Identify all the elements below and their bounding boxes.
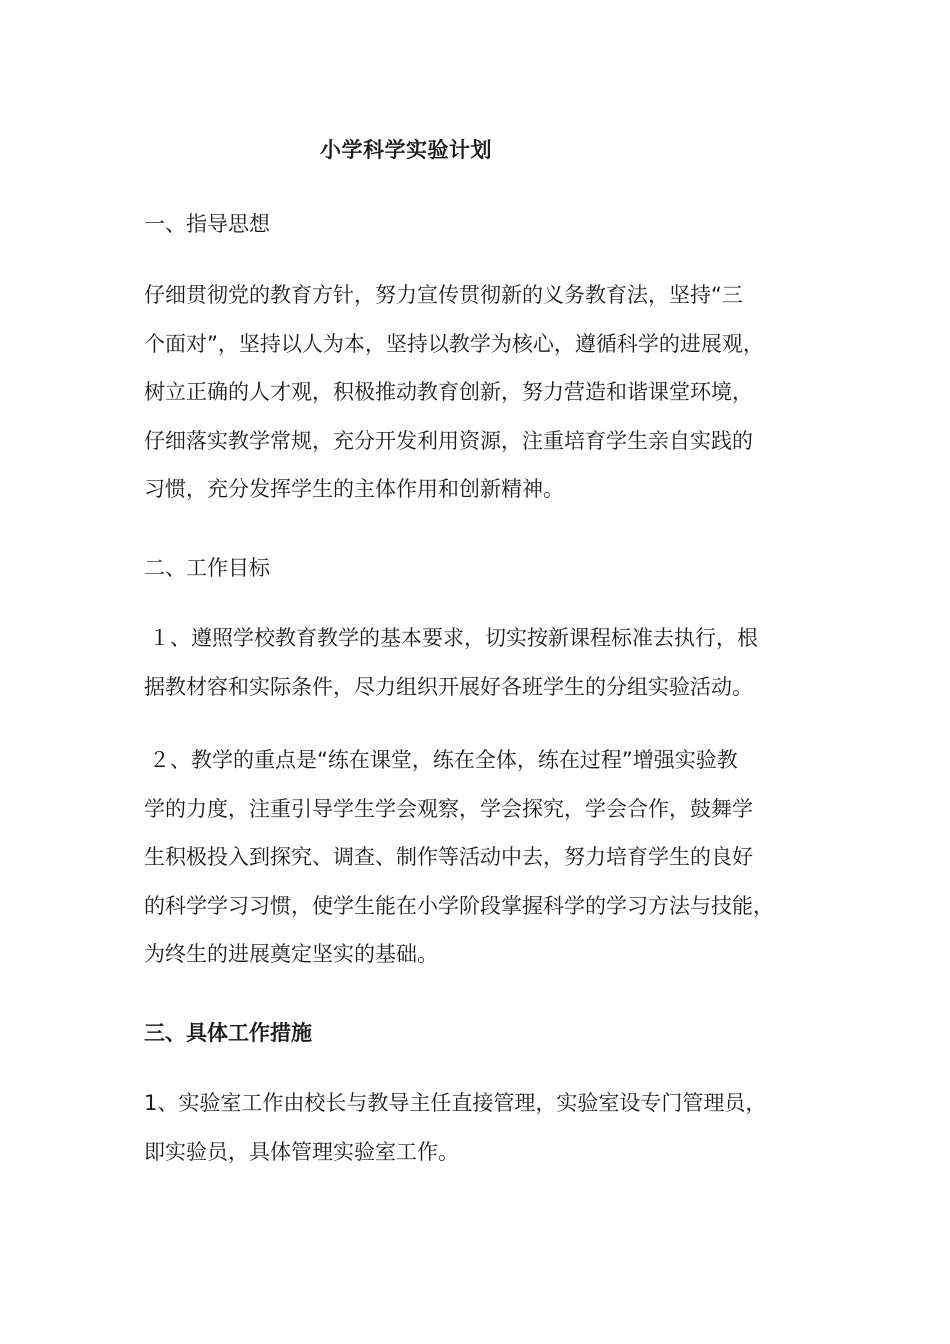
section-heading-work-goals: 二、工作目标: [144, 556, 270, 580]
text-line: ２、教学的重点是“练在课堂，练在全体，练在过程”增强实验教: [149, 748, 738, 772]
text-line: 树立正确的人才观，积极推动教育创新，努力营造和谐课堂环境，: [144, 380, 753, 404]
text-line: 仔细落实教学常规，充分开发利用资源，注重培育学生亲自实践的: [144, 428, 753, 453]
text-line: 仔细贯彻党的教育方针，努力宣传贯彻新的义务教育法，坚持“三: [144, 283, 743, 307]
text-line: 习惯，充分发挥学生的主体作用和创新精神。: [144, 477, 564, 501]
paragraph-goal-1: [144, 614, 814, 711]
text-line: 生积极投入到探究、调查、制作等活动中去，努力培育学生的良好: [144, 845, 753, 869]
text-line: 为终生的进展奠定坚实的基础。: [144, 942, 438, 966]
paragraph-measure-1: [144, 1079, 814, 1176]
paragraph-goal-2: [144, 736, 814, 979]
text-line: １、遵照学校教育教学的基本要求，切实按新课程标准去执行，根: [149, 626, 758, 650]
paragraph-guiding-ideology: [144, 271, 814, 514]
text-line: 个面对”，坚持以人为本，坚持以教学为核心，遵循科学的进展观，: [144, 331, 764, 356]
section-heading-guiding-ideology: 一、指导思想: [144, 212, 270, 236]
text-line: 的科学学习习惯，使学生能在小学阶段掌握科学的学习方法与技能，: [144, 893, 774, 918]
text-line: 1、实验室工作由校长与教导主任直接管理，实验室设专门管理员，: [144, 1091, 767, 1115]
section-heading-specific-measures: 三、具体工作措施: [144, 1021, 312, 1045]
text-line: 即实验员，具体管理实验室工作。: [144, 1139, 459, 1164]
text-line: 据教材容和实际条件，尽力组织开展好各班学生的分组实验活动。: [144, 674, 753, 699]
text-line: 学的力度，注重引导学生学会观察，学会探究，学会合作，鼓舞学: [144, 796, 753, 821]
document-title: 小学科学实验计划: [320, 138, 492, 162]
